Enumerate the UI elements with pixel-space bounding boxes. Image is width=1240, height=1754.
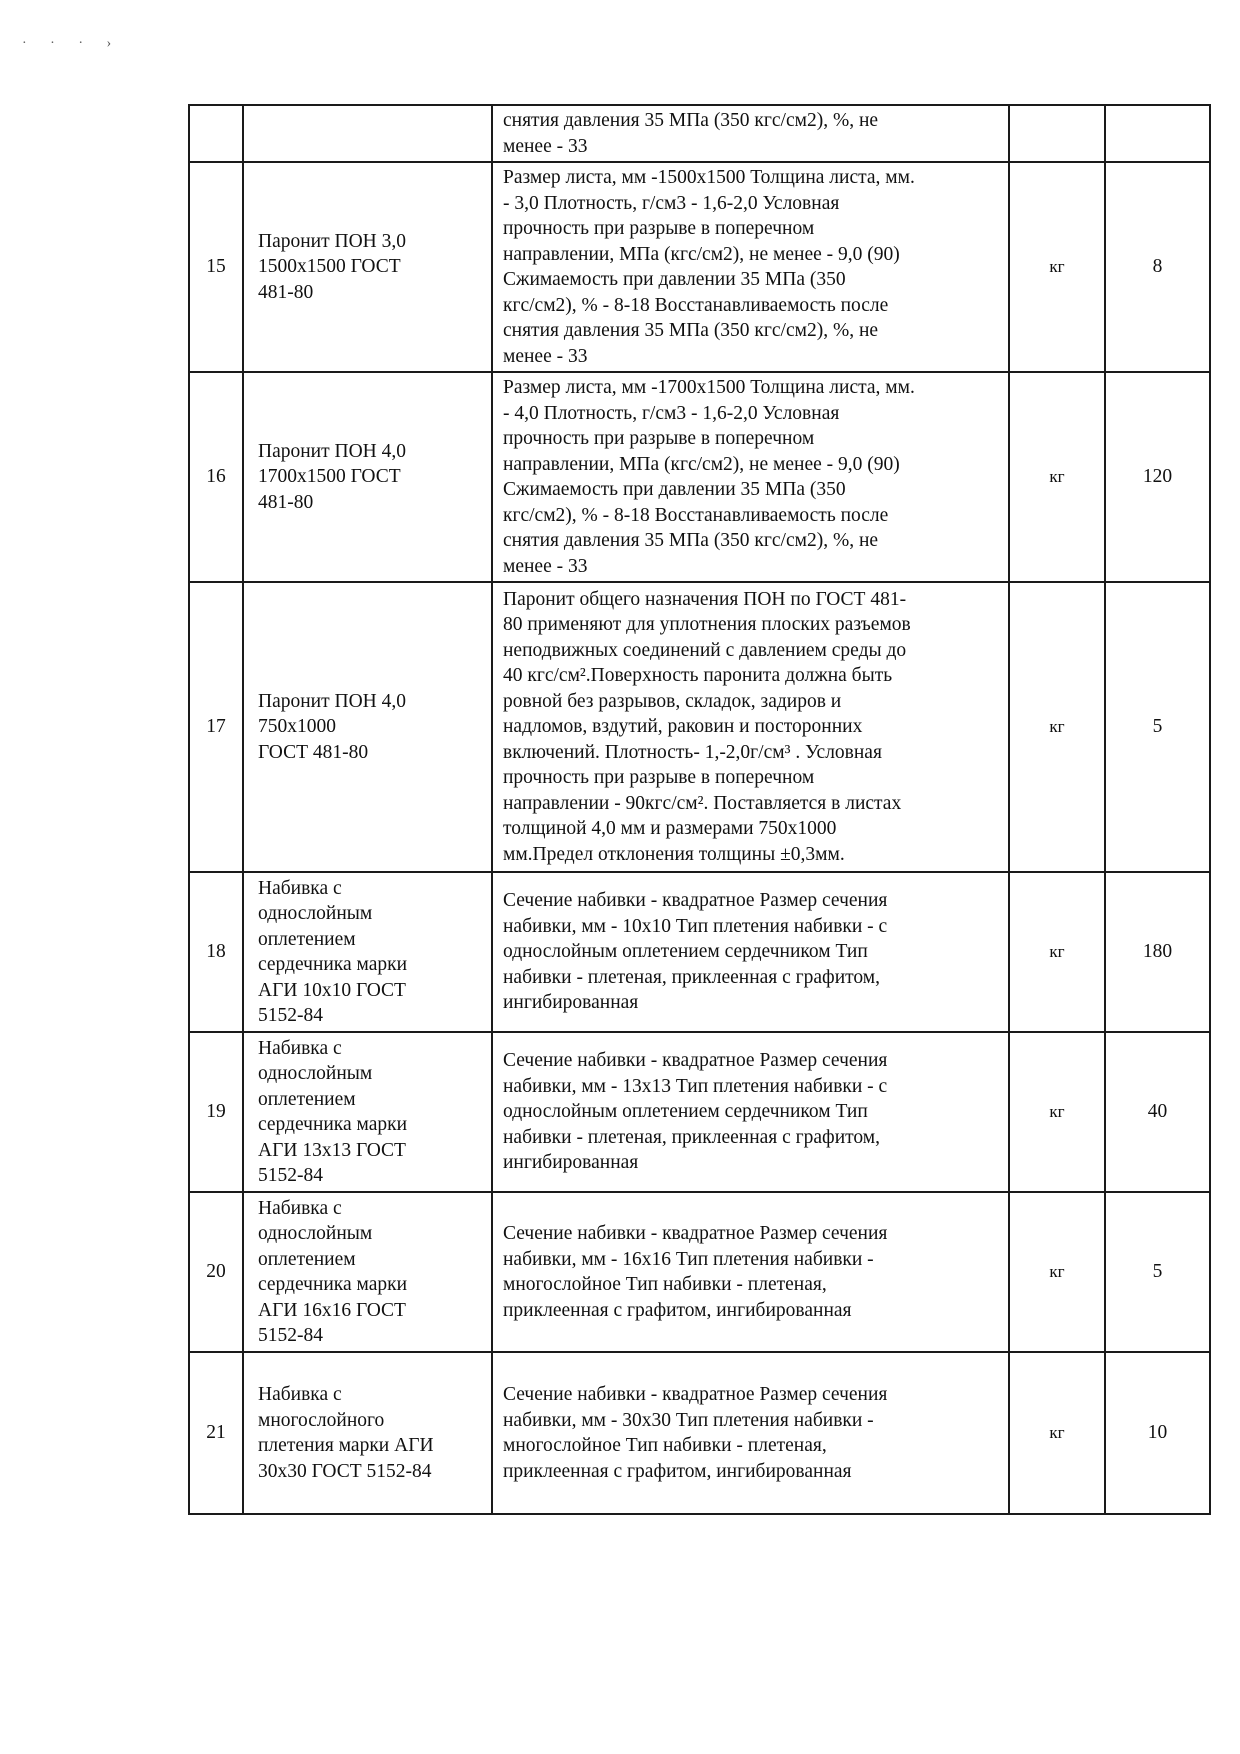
- item-unit: кг: [1009, 872, 1105, 1032]
- row-number: 17: [189, 582, 243, 872]
- row-number: 15: [189, 162, 243, 372]
- item-name: Паронит ПОН 4,0 1700x1500 ГОСТ 481-80: [243, 372, 492, 582]
- specification-table: [188, 104, 1211, 1515]
- table-row: [189, 1352, 1210, 1514]
- item-description: Размер листа, мм -1700x1500 Толщина листа, мм. - 4,0 Плотность, г/см3 - 1,6-2,0 Условная прочность при разрыве в поперечном направлении, МПа (кгс/см2), не менее - 9,0 (90) Сжимаемость при давлении 35 МПа (350 кгс/см2), % - 8-18 Восстанавливаемость после снятия давления 35 МПа (350 кгс/см2), %, не менее - 33: [492, 372, 1009, 582]
- item-quantity: 5: [1105, 582, 1210, 872]
- item-unit: кг: [1009, 582, 1105, 872]
- item-description: Сечение набивки - квадратное Размер сечения набивки, мм - 16x16 Тип плетения набивки - многослойное Тип набивки - плетеная, приклеенная с графитом, ингибированная: [492, 1192, 1009, 1352]
- item-name: Набивка с однослойным оплетением сердечника марки АГИ 16x16 ГОСТ 5152-84: [243, 1192, 492, 1352]
- item-quantity: 180: [1105, 872, 1210, 1032]
- item-quantity: 5: [1105, 1192, 1210, 1352]
- item-quantity: 40: [1105, 1032, 1210, 1192]
- row-number: 18: [189, 872, 243, 1032]
- row-number: 16: [189, 372, 243, 582]
- item-description: Сечение набивки - квадратное Размер сечения набивки, мм - 10x10 Тип плетения набивки - с однослойным оплетением сердечником Тип набивки - плетеная, приклеенная с графитом, ингибированная: [492, 872, 1009, 1032]
- item-quantity: 120: [1105, 372, 1210, 582]
- item-name: Набивка с однослойным оплетением сердечника марки АГИ 13x13 ГОСТ 5152-84: [243, 1032, 492, 1192]
- item-name: Набивка с однослойным оплетением сердечника марки АГИ 10x10 ГОСТ 5152-84: [243, 872, 492, 1032]
- item-description: Размер листа, мм -1500x1500 Толщина листа, мм. - 3,0 Плотность, г/см3 - 1,6-2,0 Условная прочность при разрыве в поперечном направлении, МПа (кгс/см2), не менее - 9,0 (90) Сжимаемость при давлении 35 МПа (350 кгс/см2), % - 8-18 Восстанавливаемость после снятия давления 35 МПа (350 кгс/см2), %, не менее - 33: [492, 162, 1009, 372]
- item-quantity: 8: [1105, 162, 1210, 372]
- table-row: [189, 1032, 1210, 1192]
- item-name: Паронит ПОН 4,0 750x1000 ГОСТ 481-80: [243, 582, 492, 872]
- item-unit: кг: [1009, 162, 1105, 372]
- row-number: 20: [189, 1192, 243, 1352]
- table-row: [189, 162, 1210, 372]
- item-unit: кг: [1009, 372, 1105, 582]
- table-row: [189, 872, 1210, 1032]
- item-unit: [1009, 105, 1105, 162]
- item-unit: кг: [1009, 1032, 1105, 1192]
- item-description: Сечение набивки - квадратное Размер сечения набивки, мм - 30x30 Тип плетения набивки - многослойное Тип набивки - плетеная, приклеенная с графитом, ингибированная: [492, 1352, 1009, 1514]
- table-row: [189, 582, 1210, 872]
- item-name: Паронит ПОН 3,0 1500x1500 ГОСТ 481-80: [243, 162, 492, 372]
- item-unit: кг: [1009, 1192, 1105, 1352]
- item-description: снятия давления 35 МПа (350 кгс/см2), %, не менее - 33: [492, 105, 1009, 162]
- item-description: Паронит общего назначения ПОН по ГОСТ 481- 80 применяют для уплотнения плоских разъемов неподвижных соединений с давлением среды до 40 кгс/см².Поверхность паронита должна быть ровной без разрывов, складок, задиров и надломов, вздутий, раковин и посторонних включений. Плотность- 1,-2,0г/см³ . Условная прочность при разрыве в поперечном направлении - 90кгс/см². Поставляется в листах толщиной 4,0 мм и размерами 750x1000 мм.Предел отклонения толщины ±0,3мм.: [492, 582, 1009, 872]
- table-row: [189, 1192, 1210, 1352]
- item-name: [243, 105, 492, 162]
- scan-marks: · · · ›: [22, 36, 122, 51]
- item-unit: кг: [1009, 1352, 1105, 1514]
- item-quantity: [1105, 105, 1210, 162]
- item-description: Сечение набивки - квадратное Размер сечения набивки, мм - 13x13 Тип плетения набивки - с однослойным оплетением сердечником Тип набивки - плетеная, приклеенная с графитом, ингибированная: [492, 1032, 1009, 1192]
- table-row: [189, 372, 1210, 582]
- row-number: 19: [189, 1032, 243, 1192]
- row-number: [189, 105, 243, 162]
- table-row: [189, 105, 1210, 162]
- item-name: Набивка с многослойного плетения марки АГИ 30x30 ГОСТ 5152-84: [243, 1352, 492, 1514]
- item-quantity: 10: [1105, 1352, 1210, 1514]
- row-number: 21: [189, 1352, 243, 1514]
